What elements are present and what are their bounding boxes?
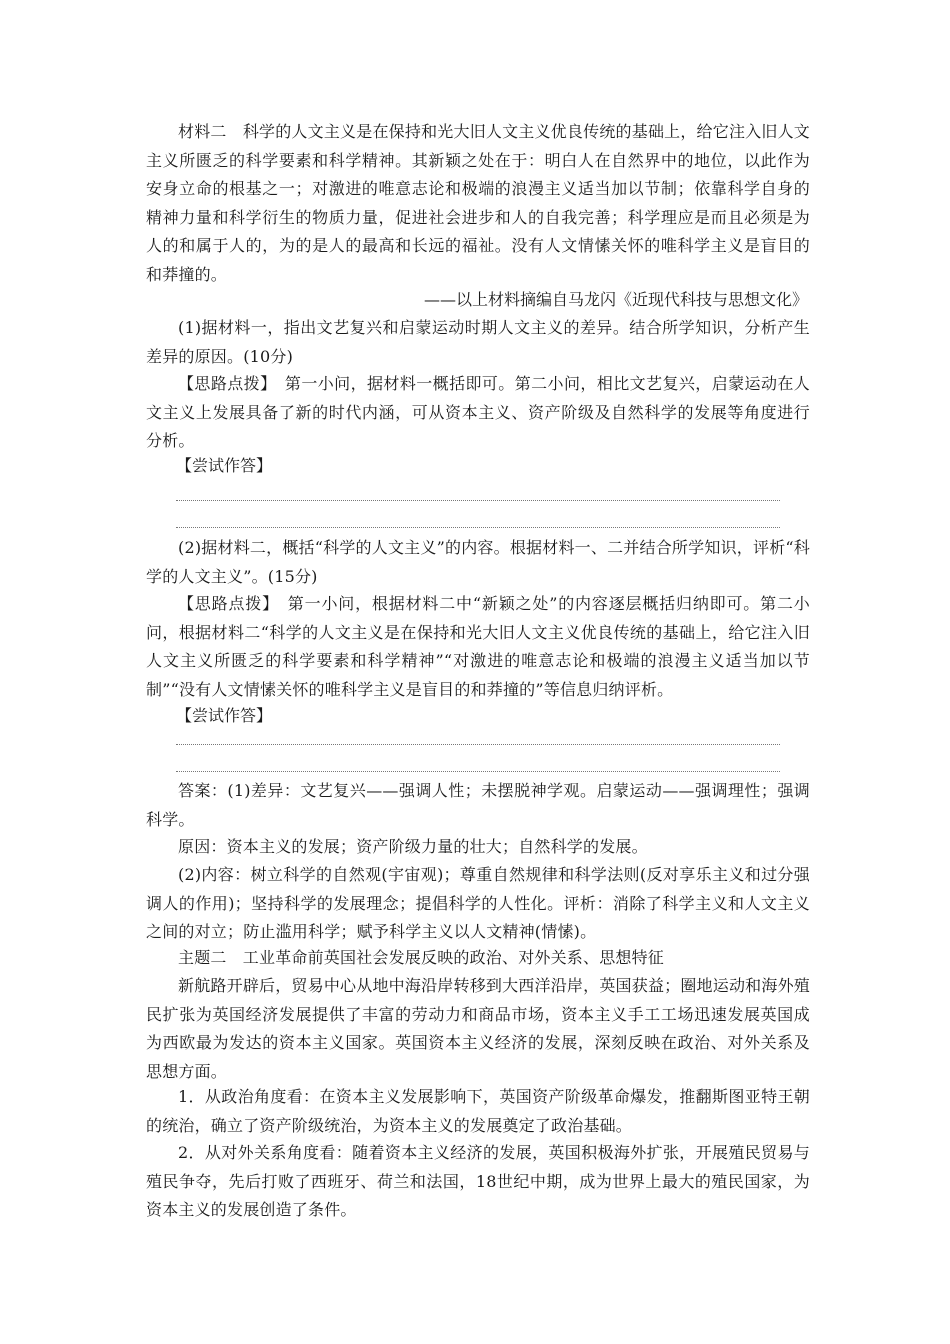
question-one-hint: 【思路点拨】 第一小问，据材料一概括即可。第二小问，相比文艺复兴，启蒙运动在人文主义上发展具备了新的时代内涵，可从资本主义、资产阶级及自然科学的发展等角度进行分析。: [146, 374, 810, 451]
material-two-paragraph: 材料二 科学的人文主义是在保持和光大旧人文主义优良传统的基础上，给它注入旧人文主义所匮乏的科学要素和科学精神。其新颖之处在于：明白人在自然界中的地位，以此作为安身立命的根基之一；对激进的唯意志论和极端的浪漫主义适当加以节制；依靠科学自身的精神力量和科学衍生的物质力量，促进社会进步和人的自我完善；科学理应是而且必须是为人的和属于人的，为的是人的最高和长远的福祉。没有人文情愫关怀的唯科学主义是盲目的和莽撞的。: [146, 122, 810, 284]
answer-line[interactable]: [176, 771, 780, 772]
question-one-try-label: 【尝试作答】: [176, 456, 273, 475]
answer-two: (2)内容：树立科学的自然观(宇宙观)；尊重自然规律和科学法则(反对享乐主义和过分强调人的作用)；坚持科学的发展理念；提倡科学的人性化。评析：消除了科学主义和人文主义之间的对立；防止滥用科学；赋予科学主义以人文精神(情愫)。: [146, 865, 810, 942]
answer-line[interactable]: [176, 744, 780, 745]
question-two-hint: 【思路点拨】 第一小问，根据材料二中“新颖之处”的内容逐层概括归纳即可。第二小问，根据材料二“科学的人文主义是在保持和光大旧人文主义优良传统的基础上，给它注入旧人文主义所匮乏的科学要素和科学精神”“对激进的唯意志论和极端的浪漫主义适当加以节制”“没有人文情愫关怀的唯科学主义是盲目的和莽撞的”等信息归纳评析。: [146, 594, 810, 699]
topic-two-point-one: 1．从政治角度看：在资本主义发展影响下，英国资产阶级革命爆发，推翻斯图亚特王朝的统治，确立了资产阶级统治，为资本主义的发展奠定了政治基础。: [146, 1087, 810, 1135]
answer-line[interactable]: [176, 500, 780, 501]
question-two: (2)据材料二，概括“科学的人文主义”的内容。根据材料一、二并结合所学知识，评析“科学的人文主义”。(15分): [146, 538, 810, 586]
topic-two-point-two: 2．从对外关系角度看：随着资本主义经济的发展，英国积极海外扩张，开展殖民贸易与殖民争夺，先后打败了西班牙、荷兰和法国，18世纪中期，成为世界上最大的殖民国家，为资本主义的发展创造了条件。: [146, 1143, 810, 1220]
question-two-try-label: 【尝试作答】: [176, 706, 273, 725]
answer-line[interactable]: [176, 527, 780, 528]
topic-two-title: 主题二 工业革命前英国社会发展反映的政治、对外关系、思想特征: [178, 948, 665, 967]
material-source: ——以上材料摘编自马龙闪《近现代科技与思想文化》: [423, 290, 808, 309]
topic-two-intro: 新航路开辟后，贸易中心从地中海沿岸转移到大西洋沿岸，英国获益；圈地运动和海外殖民扩张为英国经济发展提供了丰富的劳动力和商品市场，资本主义手工工场迅速发展英国成为西欧最为发达的资本主义国家。英国资本主义经济的发展，深刻反映在政治、对外关系及思想方面。: [146, 976, 810, 1081]
question-one: (1)据材料一，指出文艺复兴和启蒙运动时期人文主义的差异。结合所学知识，分析产生差异的原因。(10分): [146, 318, 810, 366]
answer-one-reason: 原因：资本主义的发展；资产阶级力量的壮大；自然科学的发展。: [178, 837, 648, 856]
answer-one: 答案：(1)差异：文艺复兴——强调人性；未摆脱神学观。启蒙运动——强调理性；强调科学。: [146, 781, 810, 829]
